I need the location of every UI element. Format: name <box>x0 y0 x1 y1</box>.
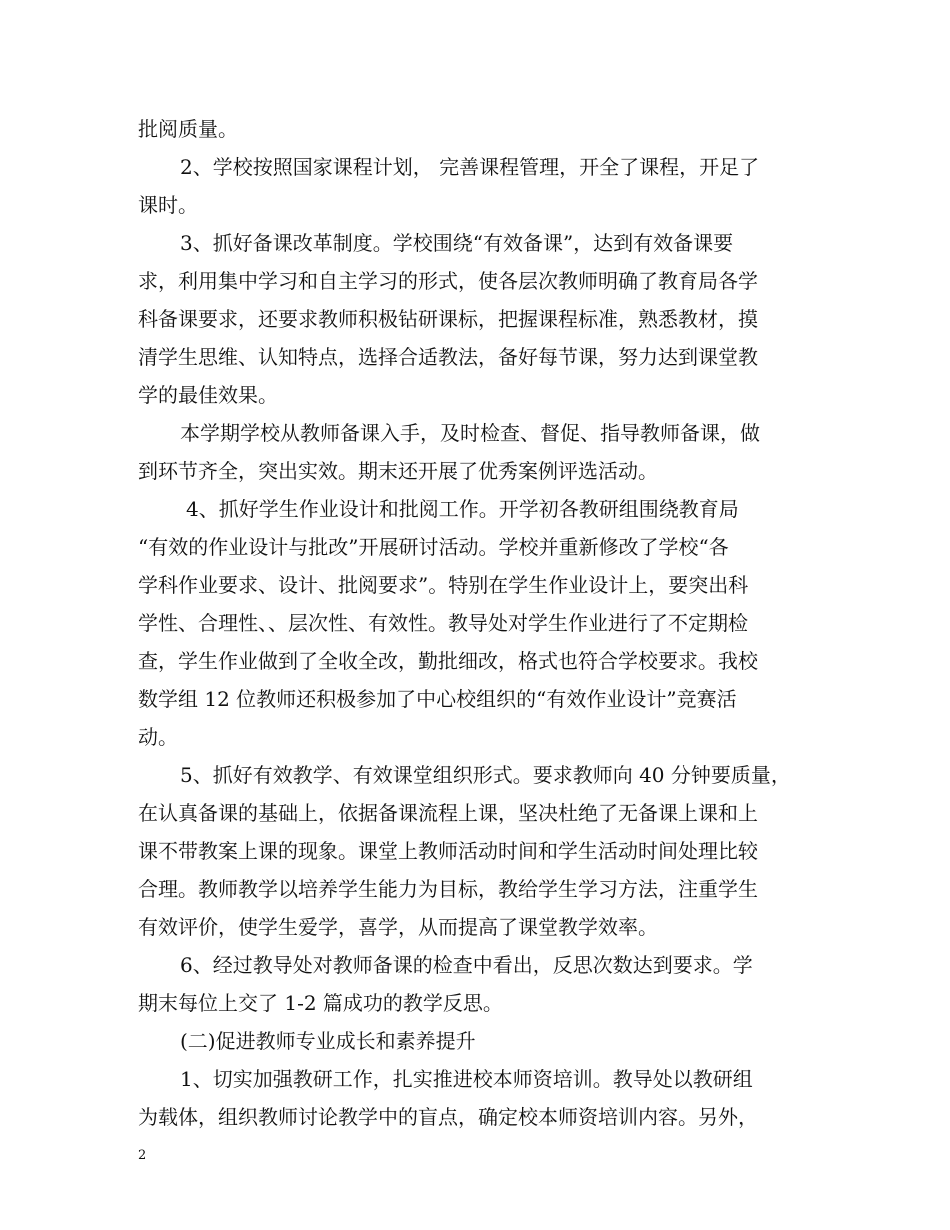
section-heading: (二)促进教师专业成长和素养提升 <box>180 1029 476 1053</box>
text-line: 批阅质量。 <box>138 117 238 141</box>
text-line: 课时。 <box>138 193 198 217</box>
text-line: 到环节齐全，突出实效。期末还开展了优秀案例评选活动。 <box>138 459 658 483</box>
text-line: 5、抓好有效教学、有效课堂组织形式。要求教师向 40 分钟要质量， <box>180 763 791 787</box>
text-line: 期末每位上交了 1-2 篇成功的教学反思。 <box>138 991 503 1015</box>
text-line: 课不带教案上课的现象。课堂上教师活动时间和学生活动时间处理比较 <box>138 839 758 863</box>
text-line: 6、经过教导处对教师备课的检查中看出，反思次数达到要求。学 <box>180 953 753 977</box>
text-line: 学科作业要求、设计、批阅要求”。特别在学生作业设计上，要突出科 <box>138 573 749 597</box>
text-line: 科备课要求，还要求教师积极钻研课标，把握课程标准，熟悉教材，摸 <box>138 307 758 331</box>
text-line: 本学期学校从教师备课入手，及时检查、督促、指导教师备课，做 <box>180 421 760 445</box>
text-line: 在认真备课的基础上，依据备课流程上课，坚决杜绝了无备课上课和上 <box>138 801 758 825</box>
text-line: 动。 <box>138 725 178 749</box>
text-line: 学性、合理性、、层次性、有效性。教导处对学生作业进行了不定期检 <box>138 611 748 635</box>
text-line: 求，利用集中学习和自主学习的形式，使各层次教师明确了教育局各学 <box>138 269 758 293</box>
page-number: 2 <box>138 1148 147 1163</box>
text-line: 数学组 12 位教师还积极参加了中心校组织的“有效作业设计”竞赛活 <box>138 687 737 711</box>
text-line: 3、抓好备课改革制度。学校围绕“有效备课”，达到有效备课要 <box>180 231 734 255</box>
text-line: 合理。教师教学以培养学生能力为目标，教给学生学习方法，注重学生 <box>138 877 758 901</box>
text-line: 4、抓好学生作业设计和批阅工作。开学初各教研组围绕教育局 <box>186 497 739 521</box>
text-line: 学的最佳效果。 <box>138 383 278 407</box>
text-line: 2、学校按照国家课程计划， 完善课程管理，开全了课程，开足了 <box>180 155 760 179</box>
text-line: 为载体，组织教师讨论教学中的盲点，确定校本师资培训内容。另外， <box>138 1105 758 1129</box>
text-line: 1、切实加强教研工作，扎实推进校本师资培训。教导处以教研组 <box>180 1067 753 1091</box>
text-line: 查，学生作业做到了全收全改，勤批细改，格式也符合学校要求。我校 <box>138 649 758 673</box>
text-line: “有效的作业设计与批改”开展研讨活动。学校并重新修改了学校“各 <box>138 535 729 559</box>
text-line: 清学生思维、认知特点，选择合适教法，备好每节课，努力达到课堂教 <box>138 345 758 369</box>
text-line: 有效评价，使学生爱学，喜学，从而提高了课堂教学效率。 <box>138 915 658 939</box>
